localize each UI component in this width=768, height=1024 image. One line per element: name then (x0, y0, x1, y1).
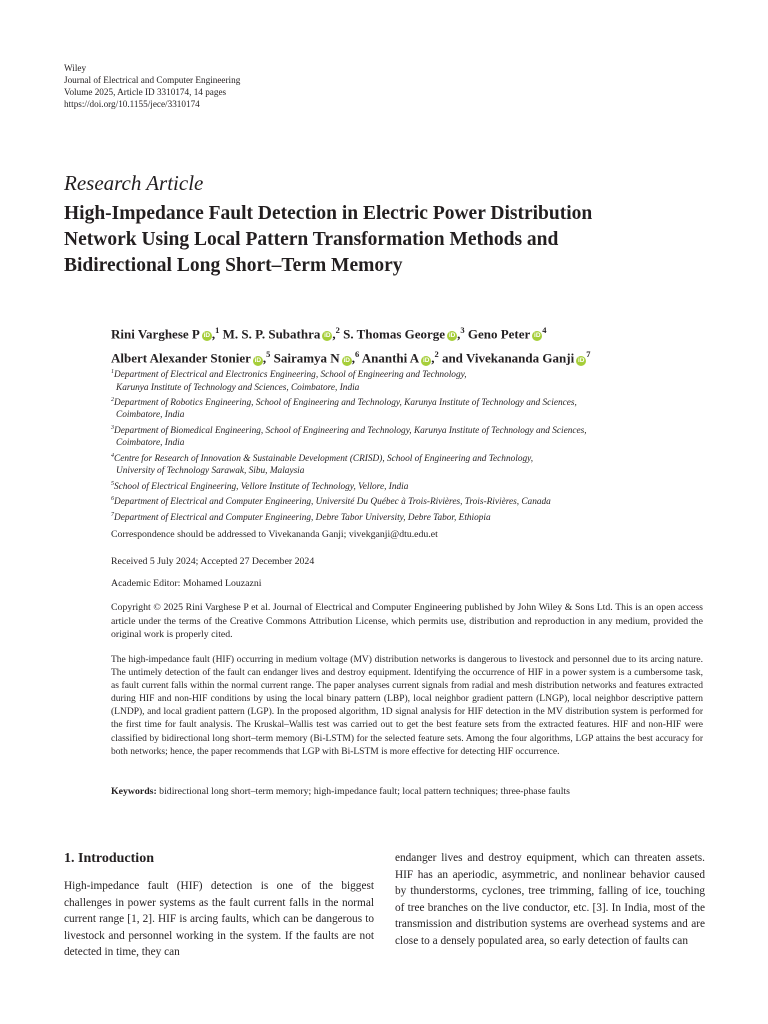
affiliation (111, 366, 711, 394)
affiliation-text-cont: University of Technology Sarawak, Sibu, Malaysia (116, 466, 305, 477)
affiliation (111, 509, 711, 525)
affiliation-number: 5 (111, 480, 114, 487)
journal-header (64, 62, 240, 110)
affiliation-number: 7 (111, 511, 114, 518)
orcid-icon[interactable]: iD (422, 356, 430, 364)
affiliation-ref: 2 (434, 349, 439, 360)
keywords (111, 786, 570, 797)
affiliation-text: Centre for Research of Innovation & Sustainable Development (CRISD), School of Engineering and Technology, (114, 453, 534, 464)
author-name: Vivekananda Ganji (465, 350, 575, 366)
section-heading: 1. Introduction (64, 851, 154, 866)
author-line: Rini Varghese P iD ,$^1$ M. S. P. Subathra iD ,$^2$ S. Thomas George iD ,$^3$ Geno Peter $iD^4$ (111, 325, 547, 342)
affiliation (111, 422, 711, 450)
abstract: The high-impedance fault (HIF) occurring in medium voltage (MV) distribution networks is dangerous to livestock and personnel due to its arcing nature. The untimely detection of the fault can endanger lives and destroy equipment. Identifying the occurrence of HIF in a power system is a cumbersome task, as fault current falls within the normal current range. The paper analyses current signals from radial and mesh distribution networks and features extracted during HIF and non-HIF conditions by using the local binary pattern (LBP), local neighbor gradient pattern (LNGP), local neighbor descriptive pattern (LNDP), and local gradient pattern (LGP). In the proposed algorithm, 1D signal analysis for HIF detection in the MV distribution system is performed for the first time for fault analysis. The Kruskal–Wallis test was carried out to get the best feature sets from the extracted features. HIF and non-HIF were classified by bidirectional long short–term memory (Bi-LSTM) for the selected feature sets. Among the four algorithms, LGP attains the best accuracy for both networks; hence, the paper recommends that LGP with Bi-LSTM is more effective for detecting HIF occurrence. (111, 655, 703, 757)
author-name: S. Thomas George (343, 326, 446, 342)
affiliation-ref: 2 (335, 325, 340, 335)
title-line: High-Impedance Fault Detection in Electric Power Distribution (64, 203, 593, 224)
orcid-icon[interactable]: iD (448, 332, 456, 340)
affiliation (111, 493, 711, 509)
title-line: Bidirectional Long Short–Term Memory (64, 255, 403, 276)
paper-title (64, 201, 724, 279)
correspondence: Correspondence should be addressed to Vivekananda Ganji; vivekganji@dtu.edu.et (111, 529, 438, 540)
volume-info: Volume 2025, Article ID 3310174, 14 pages (64, 87, 227, 97)
doi-link[interactable]: https://doi.org/10.1155/jece/3310174 (64, 99, 200, 109)
affiliation-number: 2 (111, 396, 114, 403)
orcid-icon[interactable]: iD (343, 356, 350, 364)
affiliation (111, 478, 711, 494)
affiliation-ref: 3 (460, 325, 465, 335)
author-name: Albert Alexander Stonier (111, 350, 251, 366)
orcid-icon[interactable]: iD (254, 356, 262, 364)
affiliation-number: 4 (111, 452, 114, 459)
affiliation-text-cont: Coimbatore, India (116, 438, 185, 449)
affiliation (111, 450, 711, 478)
academic-editor: Academic Editor: Mohamed Louzazni (111, 578, 262, 589)
journal-name: Journal of Electrical and Computer Engineering (64, 75, 241, 85)
affiliation (111, 394, 711, 422)
author-list (111, 320, 590, 369)
affiliation-ref: 4 (542, 325, 547, 335)
orcid-icon[interactable]: iD (577, 356, 585, 364)
affiliation-text-cont: Karunya Institute of Technology and Sciences, Coimbatore, India (116, 382, 360, 393)
affiliation-number: 6 (111, 496, 114, 503)
affiliation-ref: 5 (266, 349, 271, 360)
title-line: Network Using Local Pattern Transformation Methods and (64, 229, 559, 250)
author-name: Rini Varghese P (111, 326, 200, 342)
received-date: Received 5 July 2024; Accepted 27 December 2024 (111, 556, 315, 567)
affiliation-ref: 7 (586, 349, 591, 360)
publisher: Wiley (64, 63, 87, 73)
orcid-icon[interactable]: iD (203, 332, 211, 340)
orcid-icon[interactable]: iD (324, 332, 331, 340)
author-name: Geno Peter (467, 326, 531, 342)
affiliation-text: Department of Robotics Engineering, School of Engineering and Technology, Karunya Institute of Technology and Sciences, (114, 398, 577, 408)
article-type: Research Article (64, 171, 204, 195)
keywords-label: Keywords: (111, 786, 157, 797)
affiliation-text: School of Electrical Engineering, Vellore Institute of Technology, Vellore, India (114, 481, 409, 492)
affiliation-text: Department of Electrical and Computer Engineering, Université Du Québec à Trois-Rivières, Trois-Rivières, Canada (114, 497, 551, 508)
author-line: Albert Alexander Stonier iD ,$^5$ Sairamya N iD ,$^6$ Ananthi A iD ,$^2$ and Vivekananda Ganji $iD^7$ (111, 349, 591, 366)
body-column-left: High-impedance fault (HIF) detection is one of the biggest challenges in power systems as the fault current falls in the normal current range [1, 2]. HIF is arcing faults, which can be dangerous to livestock and personnel working in the system. If the faults are not detected in time, they can (64, 880, 374, 958)
orcid-icon[interactable]: iD (534, 332, 541, 340)
author-name: Sairamya N (273, 350, 340, 366)
author-name: M. S. P. Subathra (222, 326, 321, 342)
affiliation-number: 1 (111, 369, 114, 375)
body-column-right: endanger lives and destroy equipment, which can threaten assets. HIF has an aperiodic, asymmetric, and nonlinear behavior caused by thunderstorms, cyclones, tree trimming, falling of ice, touching of tree branches on the live conductor, etc. [3]. In India, most of the transmission and distribution systems are overhead systems and are close to a densely populated area, so early detection of faults can (395, 852, 705, 947)
affiliation-number: 3 (111, 424, 114, 431)
affiliation-text-cont: Coimbatore, India (116, 410, 185, 421)
author-name: Ananthi A (361, 350, 420, 366)
affiliation-text: Department of Biomedical Engineering, School of Engineering and Technology, Karunya Institute of Technology and Sciences, (114, 425, 587, 436)
affiliation-ref: 1 (215, 325, 220, 335)
affiliation-ref: 6 (354, 349, 360, 360)
affiliation-text: Department of Electrical and Computer Engineering, Debre Tabor University, Debre Tabor, Ethiopia (114, 512, 491, 523)
affiliations (111, 366, 711, 524)
affiliation-text: Department of Electrical and Electronics Engineering, School of Engineering and Technology, (114, 370, 467, 381)
copyright-notice: Copyright © 2025 Rini Varghese P et al. Journal of Electrical and Computer Engineering published by John Wiley & Sons Ltd. This is an open access article under the terms of the Creative Commons Attribution License, which permits use, distribution and reproduction in any medium, provided the original work is properly cited. (111, 602, 703, 641)
keywords-text: bidirectional long short–term memory; high-impedance fault; local pattern techniques; three-phase faults (159, 786, 570, 797)
